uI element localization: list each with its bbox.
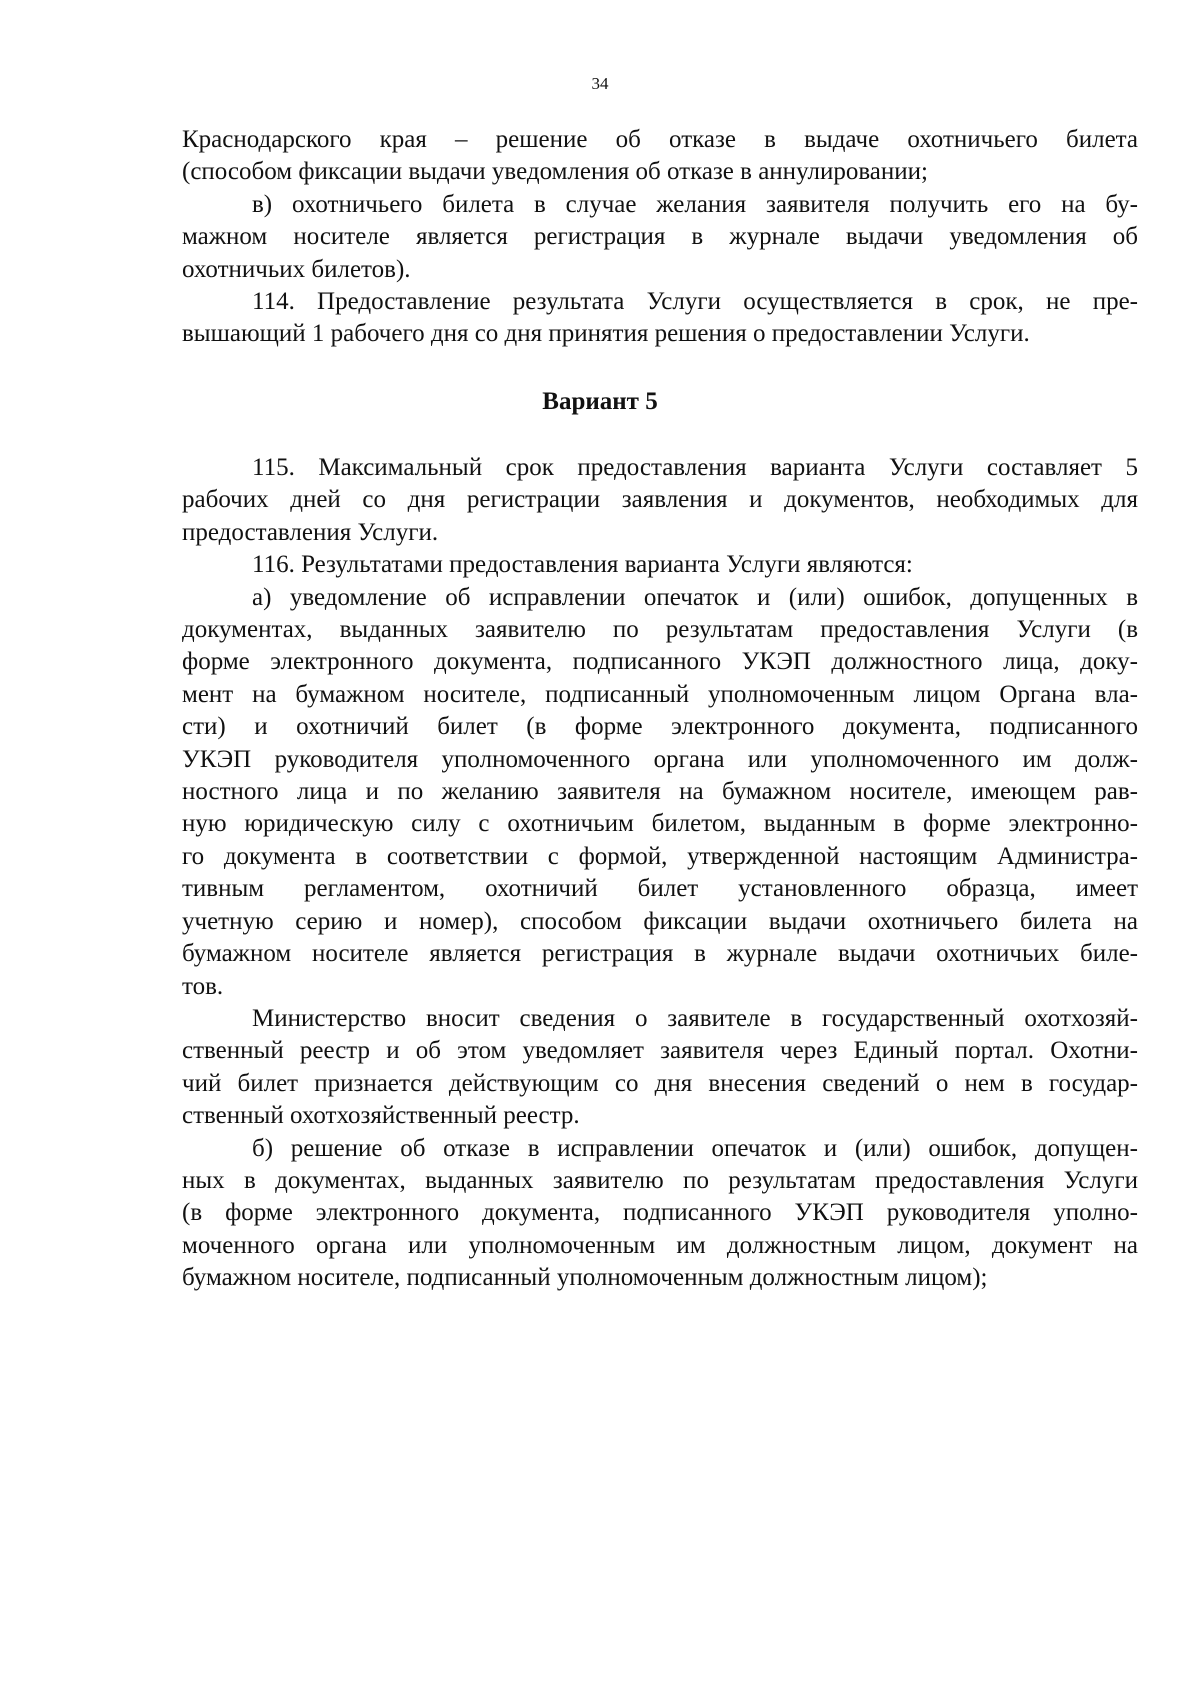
text-line: рабочих дней со дня регистрации заявления и документов, необходимых для (182, 486, 1138, 514)
section-heading: Вариант 5 (542, 388, 658, 415)
text-line: б) решение об отказе в исправлении опечаток и (или) ошибок, допущен- (252, 1134, 1138, 1162)
page-number: 34 (591, 74, 609, 93)
text-line: 114. Предоставление результата Услуги осуществляется в срок, не пре- (252, 288, 1138, 316)
text-line: 116. Результатами предоставления варианта Услуги являются: (252, 551, 913, 579)
text-line: Краснодарского края – решение об отказе в выдаче охотничьего билета (182, 126, 1138, 153)
text-line: бумажном носителе, подписанный уполномоченным должностным лицом); (182, 1264, 988, 1292)
text-line: а) уведомление об исправлении опечаток и (или) ошибок, допущенных в (252, 583, 1138, 611)
text-block-top (182, 124, 1138, 351)
text-line: (в форме электронного документа, подписанного УКЭП руководителя уполно- (182, 1199, 1138, 1227)
text-line: моченного органа или уполномоченным им должностным лицом, документ на (182, 1231, 1138, 1259)
text-line: тивным регламентом, охотничий билет установленного образца, имеет (182, 875, 1138, 903)
text-line: бумажном носителе является регистрация в журнале выдачи охотничьих биле- (182, 940, 1138, 968)
text-line: мажном носителе является регистрация в журнале выдачи уведомления об (182, 223, 1138, 251)
text-line: УКЭП руководителя уполномоченного органа или уполномоченного им долж- (182, 745, 1138, 773)
text-line: учетную серию и номер), способом фиксации выдачи охотничьего билета на (182, 907, 1138, 935)
text-line: тов. (182, 972, 224, 1000)
text-line: ностного лица и по желанию заявителя на бумажном носителе, имеющем рав- (182, 778, 1138, 806)
text-line: охотничьих билетов). (182, 255, 411, 283)
text-line: мент на бумажном носителе, подписанный уполномоченным лицом Органа вла- (182, 680, 1138, 708)
text-line: ственный реестр и об этом уведомляет заявителя через Единый портал. Охотни- (182, 1037, 1138, 1065)
text-block-main (182, 452, 1138, 1295)
text-line: 115. Максимальный срок предоставления варианта Услуги составляет 5 (252, 454, 1138, 481)
text-line: го документа в соответствии с формой, утвержденной настоящим Администра- (182, 842, 1138, 870)
text-line: предоставления Услуги. (182, 518, 439, 546)
text-line: ных в документах, выданных заявителю по результатам предоставления Услуги (182, 1166, 1138, 1194)
text-line: чий билет признается действующим со дня внесения сведений о нем в государ- (182, 1069, 1138, 1097)
text-line: (способом фиксации выдачи уведомления об отказе в аннулировании; (182, 158, 928, 186)
text-line: Министерство вносит сведения о заявителе в государственный охотхозяй- (252, 1004, 1138, 1032)
text-line: документах, выданных заявителю по результатам предоставления Услуги (в (182, 616, 1138, 644)
text-line: форме электронного документа, подписанного УКЭП должностного лица, доку- (182, 648, 1138, 676)
text-line: в) охотничьего билета в случае желания заявителя получить его на бу- (252, 190, 1138, 218)
text-line: вышающий 1 рабочего дня со дня принятия решения о предоставлении Услуги. (182, 320, 1030, 348)
text-line: ственный охотхозяйственный реестр. (182, 1102, 580, 1130)
text-line: сти) и охотничий билет (в форме электронного документа, подписанного (182, 713, 1138, 741)
text-line: ную юридическую силу с охотничьим билетом, выданным в форме электронно- (182, 810, 1138, 838)
